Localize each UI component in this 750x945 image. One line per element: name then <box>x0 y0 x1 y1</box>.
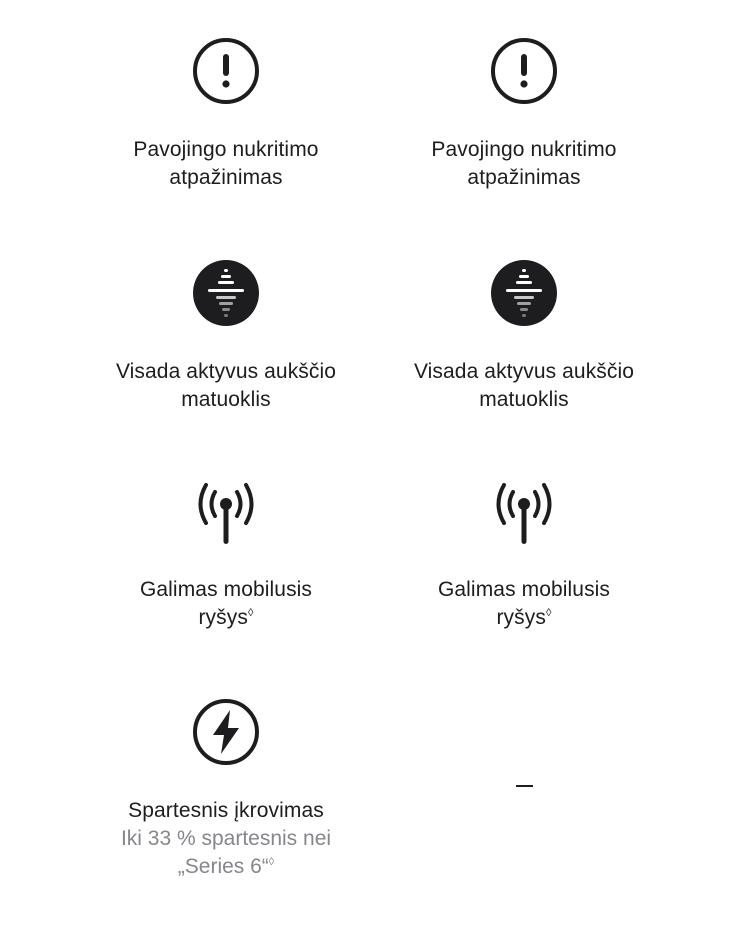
dash-icon <box>516 785 533 787</box>
footnote-mark: ◊ <box>545 607 552 619</box>
footnote-mark: ◊ <box>247 607 254 619</box>
feature-title: Pavojingo nukritimo atpažinimas <box>133 138 319 189</box>
feature-fast-charging <box>76 697 376 881</box>
feature-title: Galimas mobilusis ryšys◊ <box>437 578 611 629</box>
feature-altimeter <box>374 258 674 414</box>
feature-cellular <box>374 476 674 632</box>
feature-title: Galimas mobilusis ryšys◊ <box>139 578 313 629</box>
exclamation-circle-icon <box>489 36 559 106</box>
feature-title: Pavojingo nukritimo atpažinimas <box>431 138 617 189</box>
feature-subtitle: Iki 33 % spartesnis nei „Series 6“◊ <box>120 827 332 878</box>
cellular-antenna-icon <box>489 476 559 546</box>
exclamation-circle-icon <box>191 36 261 106</box>
feature-title: Visada aktyvus aukščio matuoklis <box>115 360 337 411</box>
feature-altimeter <box>76 258 376 414</box>
feature-fall-detection <box>76 36 376 192</box>
footnote-mark: ◊ <box>268 856 275 868</box>
feature-title: Visada aktyvus aukščio matuoklis <box>413 360 635 411</box>
cellular-antenna-icon <box>191 476 261 546</box>
altimeter-icon <box>489 258 559 328</box>
feature-cellular <box>76 476 376 632</box>
feature-title: Spartesnis įkrovimas <box>128 799 324 822</box>
altimeter-icon <box>191 258 261 328</box>
feature-fall-detection <box>374 36 674 192</box>
lightning-circle-icon <box>191 697 261 767</box>
